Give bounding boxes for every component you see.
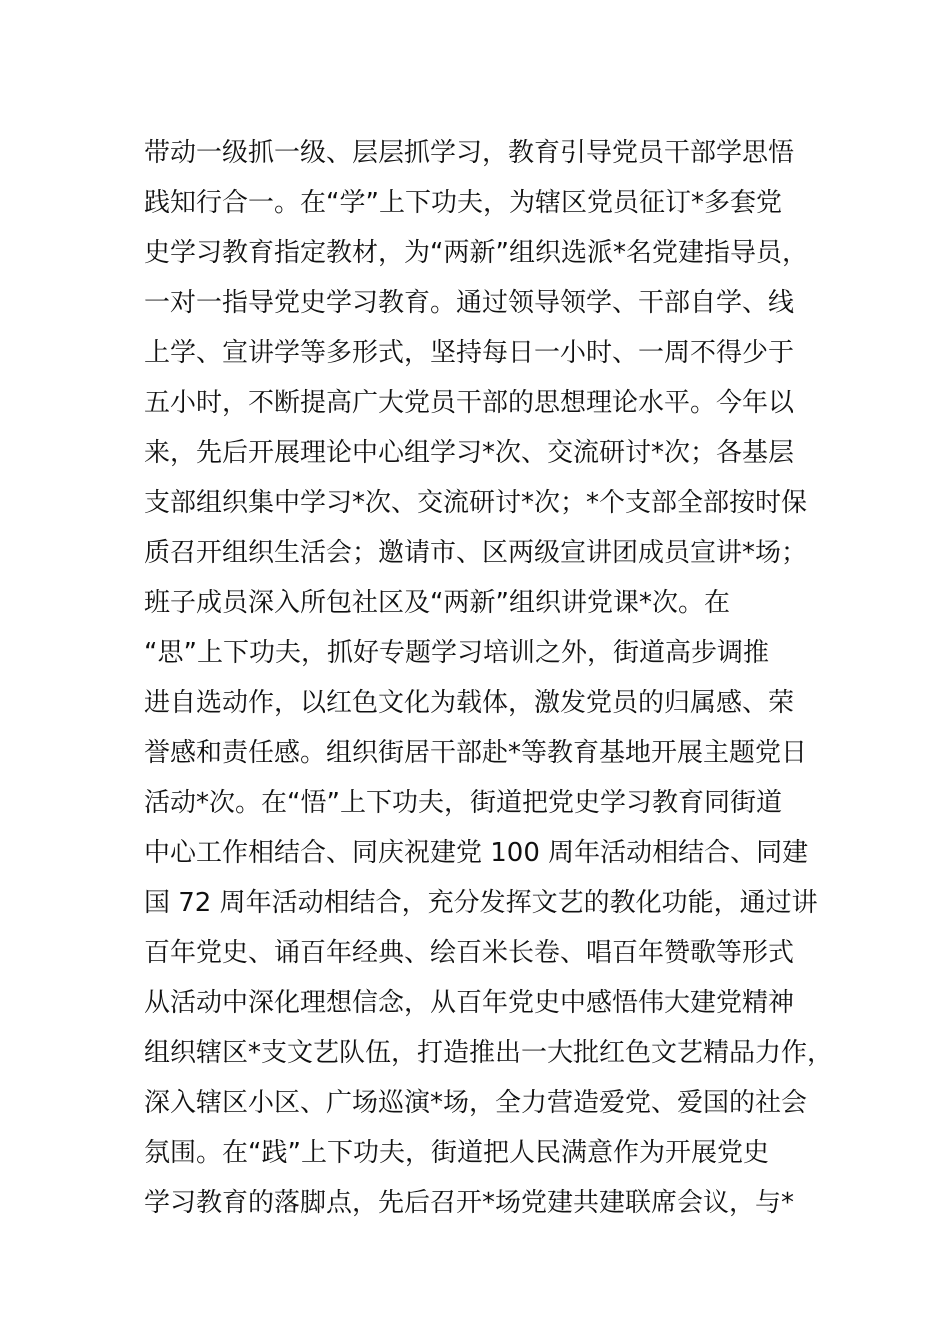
- text-line: “思”上下功夫，抓好专题学习培训之外，街道高步调推: [144, 638, 769, 668]
- text-line: 誉感和责任感。组织街居干部赴*等教育基地开展主题党日: [144, 738, 808, 768]
- text-line: 国 72 周年活动相结合，充分发挥文艺的教化功能，通过讲: [144, 888, 818, 918]
- text-line: 五小时，不断提高广大党员干部的思想理论水平。今年以: [144, 388, 795, 418]
- text-line: 践知行合一。在“学”上下功夫，为辖区党员征订*多套党: [144, 188, 782, 218]
- text-line: 上学、宣讲学等多形式，坚持每日一小时、一周不得少于: [144, 338, 795, 368]
- text-line: 氛围。在“践”上下功夫，街道把人民满意作为开展党史: [144, 1138, 769, 1168]
- text-line: 学习教育的落脚点，先后召开*场党建共建联席会议，与*: [144, 1188, 795, 1218]
- text-line: 深入辖区小区、广场巡演*场，全力营造爱党、爱国的社会: [144, 1088, 808, 1118]
- text-line: 支部组织集中学习*次、交流研讨*次；*个支部全部按时保: [144, 488, 808, 518]
- text-line: 史学习教育指定教材，为“两新”组织选派*名党建指导员，: [144, 238, 808, 268]
- text-line: 中心工作相结合、同庆祝建党 100 周年活动相结合、同建: [144, 838, 809, 868]
- text-line: 带动一级抓一级、层层抓学习，教育引导党员干部学思悟: [144, 138, 795, 168]
- text-line: 从活动中深化理想信念，从百年党史中感悟伟大建党精神: [144, 988, 795, 1018]
- body-paragraph: [144, 128, 834, 1228]
- text-line: 进自选动作，以红色文化为载体，激发党员的归属感、荣: [144, 688, 795, 718]
- text-line: 班子成员深入所包社区及“两新”组织讲党课*次。在: [144, 588, 730, 618]
- text-line: 百年党史、诵百年经典、绘百米长卷、唱百年赞歌等形式: [144, 938, 795, 968]
- text-line: 来，先后开展理论中心组学习*次、交流研讨*次；各基层: [144, 438, 795, 468]
- text-line: 活动*次。在“悟”上下功夫，街道把党史学习教育同街道: [144, 788, 782, 818]
- text-line: 组织辖区*支文艺队伍，打造推出一大批红色文艺精品力作，: [144, 1038, 834, 1068]
- text-line: 质召开组织生活会；邀请市、区两级宣讲团成员宣讲*场；: [144, 538, 808, 568]
- text-line: 一对一指导党史学习教育。通过领导领学、干部自学、线: [144, 288, 795, 318]
